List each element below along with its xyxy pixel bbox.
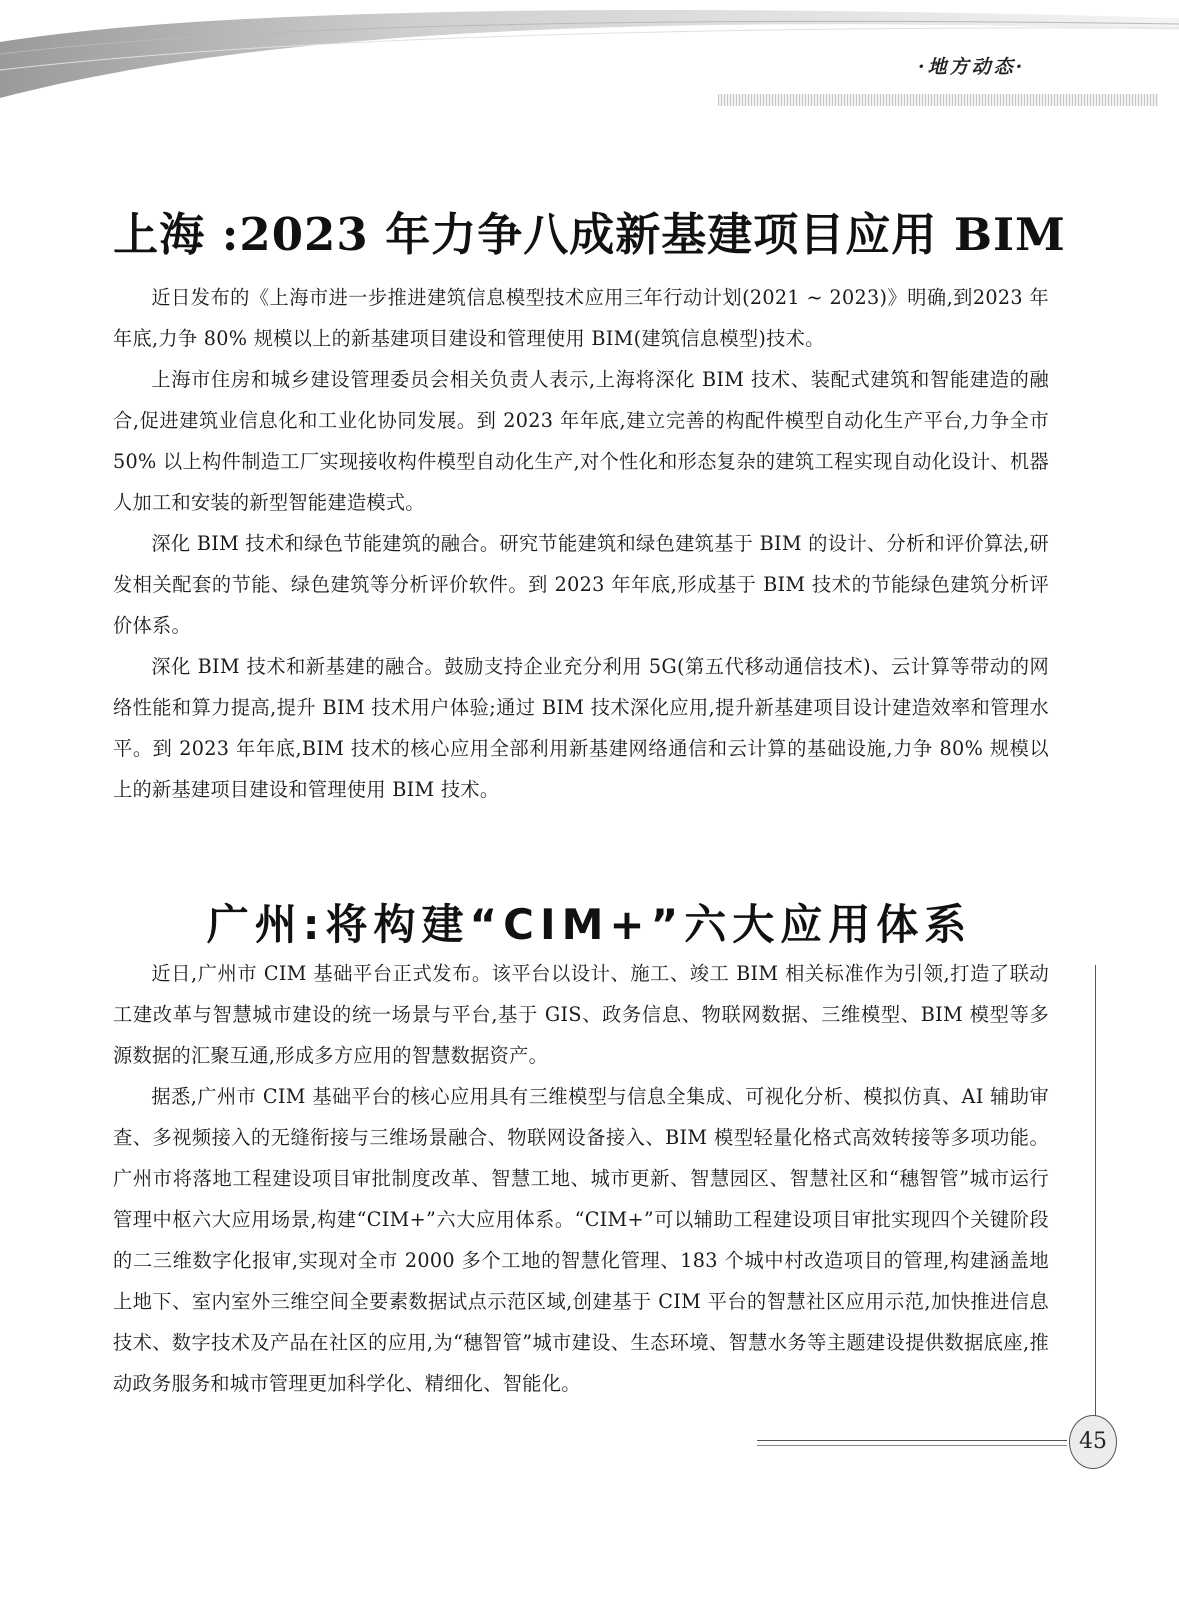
footer-horizontal-rule	[757, 1445, 1067, 1446]
article-body-shanghai	[113, 277, 1049, 810]
page-number: 45	[1069, 1415, 1117, 1469]
footer-vertical-rule	[1095, 965, 1096, 1417]
section-tag: ·地方动态·	[918, 56, 1026, 78]
article-title-shanghai: 上海 :2023 年力争八成新基建项目应用 BIM	[113, 208, 1066, 262]
paragraph: 深化 BIM 技术和新基建的融合。鼓励支持企业充分利用 5G(第五代移动通信技术)、云计算等带动的网络性能和算力提高,提升 BIM 技术用户体验;通过 BIM 技术深化应用,提升新基建项目设计建造效率和管理水平。到 2023 年年底,BIM 技术的核心应用全部利用新基建网络通信和云计算的基础设施,力争 80% 规模以上的新基建项目建设和管理使用 BIM 技术。	[113, 655, 1049, 801]
header-hatch-bar	[718, 94, 1158, 106]
paragraph: 深化 BIM 技术和绿色节能建筑的融合。研究节能建筑和绿色建筑基于 BIM 的设计、分析和评价算法,研发相关配套的节能、绿色建筑等分析评价软件。到 2023 年年底,形成基于 BIM 技术的节能绿色建筑分析评价体系。	[113, 532, 1049, 637]
article-body-guangzhou	[113, 953, 1049, 1404]
paragraph: 近日发布的《上海市进一步推进建筑信息模型技术应用三年行动计划(2021 ~ 2023)》明确,到2023 年年底,力争 80% 规模以上的新基建项目建设和管理使用 BIM(建筑信息模型)技术。	[113, 286, 1049, 350]
footer-horizontal-rule	[757, 1440, 1067, 1441]
paragraph: 据悉,广州市 CIM 基础平台的核心应用具有三维模型与信息全集成、可视化分析、模拟仿真、AI 辅助审查、多视频接入的无缝衔接与三维场景融合、物联网设备接入、BIM 模型轻量化格式高效转接等多项功能。广州市将落地工程建设项目审批制度改革、智慧工地、城市更新、智慧园区、智慧社区和“穗智管”城市运行管理中枢六大应用场景,构建“CIM+”六大应用体系。“CIM+”可以辅助工程建设项目审批实现四个关键阶段的二三维数字化报审,实现对全市 2000 多个工地的智慧化管理、183 个城中村改造项目的管理,构建涵盖地上地下、室内室外三维空间全要素数据试点示范区域,创建基于 CIM 平台的智慧社区应用示范,加快推进信息技术、数字技术及产品在社区的应用,为“穗智管”城市建设、生态环境、智慧水务等主题建设提供数据底座,推动政务服务和城市管理更加科学化、精细化、智能化。	[113, 1085, 1049, 1395]
paragraph: 近日,广州市 CIM 基础平台正式发布。该平台以设计、施工、竣工 BIM 相关标准作为引领,打造了联动工建改革与智慧城市建设的统一场景与平台,基于 GIS、政务信息、物联网数据、三维模型、BIM 模型等多源数据的汇聚互通,形成多方应用的智慧数据资产。	[113, 962, 1049, 1067]
paragraph: 上海市住房和城乡建设管理委员会相关负责人表示,上海将深化 BIM 技术、装配式建筑和智能建造的融合,促进建筑业信息化和工业化协同发展。到 2023 年年底,建立完善的构配件模型自动化生产平台,力争全市 50% 以上构件制造工厂实现接收构件模型自动化生产,对个性化和形态复杂的建筑工程实现自动化设计、机器人加工和安装的新型智能建造模式。	[113, 368, 1049, 514]
article-title-guangzhou: 广州:将构建“CIM+”六大应用体系	[206, 900, 973, 950]
